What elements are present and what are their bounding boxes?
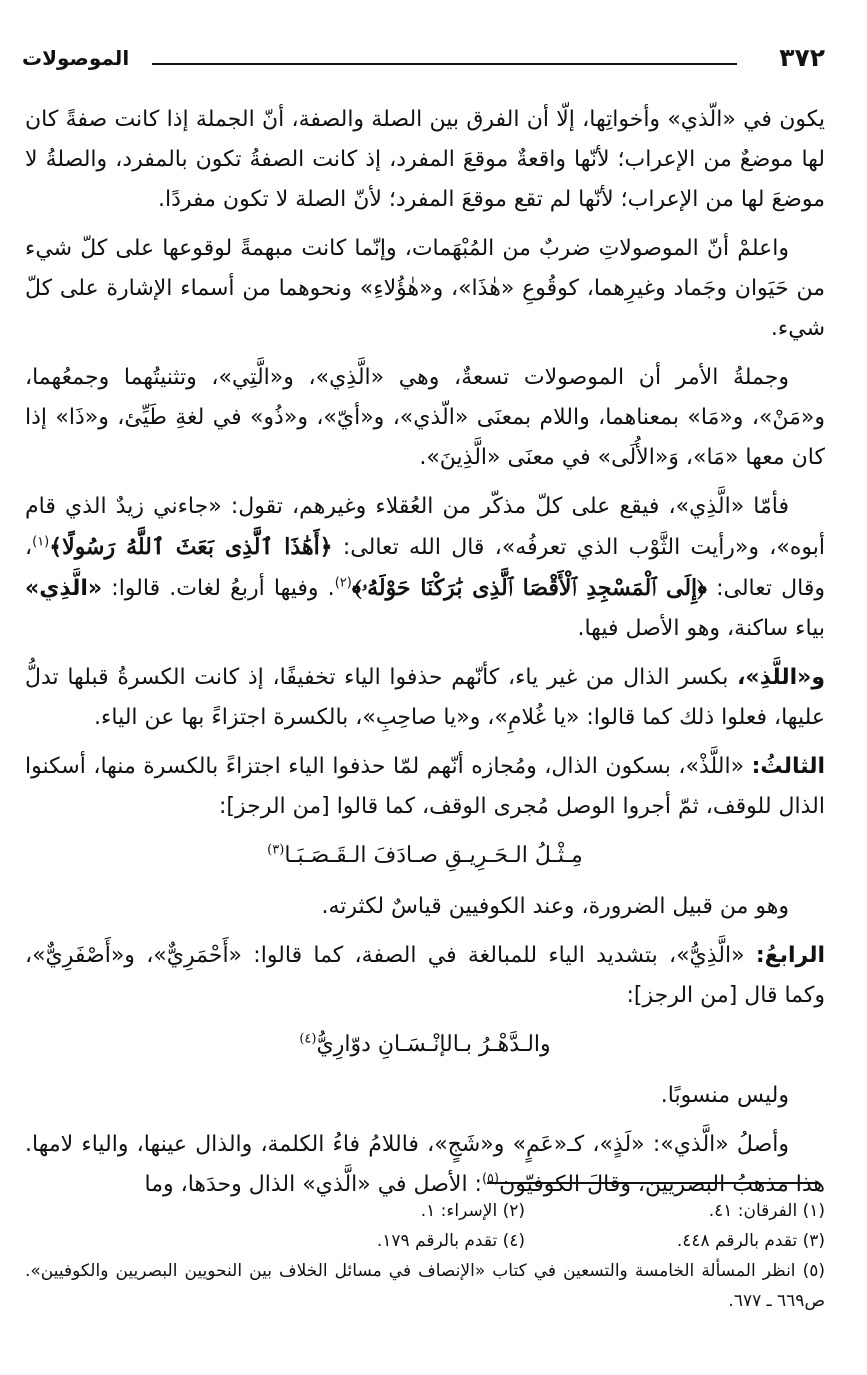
poetry-verse-1-text: مِـثْـلُ الـحَـرِيـقِ صـادَفَ الـقَـصَـبَـا: [284, 843, 583, 868]
paragraph-10-text-b: : الأصل في «الَّذي» الذال وحدَها، وما: [144, 1172, 482, 1197]
paragraph-6-text: «اللَّذْ»، بسكون الذال، ومُجازه أنّهم لمّا حذفوا الياء اجتزاءً بالكسرة منها، أسكنوا الذال للوقف، ثمّ أجروا الوصل مُجرى الوقف، كما قالوا [من الرجز]:: [25, 754, 825, 819]
paragraph-8-text: «الَّذِيُّ»، بتشديد الياء للمبالغة في الصفة، كما قالوا: «أَحْمَرِيٌّ»، و«أَصْفَرِيٌّ»، وكما قال [من الرجز]:: [25, 943, 825, 1008]
footnote-5: (٥) انظر المسألة الخامسة والتسعين في كتاب «الإنصاف في مسائل الخلاف بين النحويين البصريين والكوفيين». ص٦٦٩ ـ ٦٧٧.: [25, 1261, 825, 1311]
footnote-ref-4: (٤): [299, 1031, 317, 1047]
quran-verse-1: ﴿أَهَٰذَا ٱلَّذِى بَعَثَ ٱللَّهُ رَسُولًا﴾: [49, 534, 333, 560]
lead-term-3: الثالثُ:: [751, 754, 825, 779]
footnote-4: (٤) تقدم بالرقم ١٧٩.: [376, 1231, 525, 1251]
paragraph-5-text: بكسر الذال من غير ياء، كأنّهم حذفوا الياء تخفيفًا، إذ كانت الكسرةُ قبلها تدلُّ عليها، فعلوا ذلك كما قالوا: «يا غُلامِ»، و«يا صاحِبِ»، بالكسرة اجتزاءً بها عن الياء.: [25, 665, 825, 730]
paragraph-10: [25, 1125, 825, 1205]
paragraph-8: [25, 936, 825, 1016]
footnote-row-1: [25, 1196, 825, 1226]
body-text: [25, 100, 825, 1214]
footnote-3: (٣) تقدم بالرقم ٤٤٨.: [676, 1231, 825, 1251]
footnote-ref-3: (٣): [267, 842, 285, 858]
footnote-ref-2: (٢): [334, 575, 352, 591]
poetry-verse-2-text: والـدَّهْـرُ بـالإنْـسَـانِ دوّارِيُّ: [316, 1032, 551, 1057]
paragraph-10-text-a: وأصلُ «الَّذي»: «لَذٍ»، كـ«عَمٍ» و«شَجٍ»، فاللامُ فاءُ الكلمة، والذال عينها، والياء لامها. هذا مذهبُ البصريين، وقالَ الكوفيّون: [25, 1132, 825, 1197]
footnote-ref-1: (١): [32, 534, 50, 550]
paragraph-6: [25, 747, 825, 827]
running-title: الموصولات: [22, 46, 130, 70]
footnote-2: (٢) الإسراء: ١.: [420, 1201, 525, 1221]
paragraph-4-text-c: . وفيها أربعُ لغات. قالوا:: [111, 576, 335, 601]
footnote-1: (١) الفرقان: ٤١.: [708, 1201, 825, 1221]
poetry-verse-1: [25, 836, 825, 876]
paragraph-4: [25, 487, 825, 649]
quran-verse-2: ﴿إِلَى ٱلْمَسْجِدِ ٱلْأَقْصَا ٱلَّذِى بَٰرَكْنَا حَوْلَهُۥ﴾: [351, 575, 707, 601]
paragraph-4-text-d: بياء ساكنة، وهو الأصل فيها.: [577, 616, 825, 641]
paragraph-4-text-b: ، وقال تعالى:: [25, 535, 825, 601]
paragraph-2: واعلمْ أنّ الموصولاتِ ضربٌ من المُبْهَمات، وإنّما كانت مبهمةً لوقوعها على كلّ شيء من حَيَوان وجَماد وغيرِهما، كوقُوعِ «هٰذَا»، و«هٰؤُلاءِ» ونحوهما من أسماء الإشارة على كلّ شيء.: [25, 236, 825, 341]
paragraph-4-text-a: فأمّا «الَّذِي»، فيقع على كلّ مذكّر من العُقلاء وغيرهم، تقول: «جاءني زيدٌ الذي قام أبوه»، و«رأيت الثَّوْب الذي تعرفُه»، قال الله تعالى:: [25, 494, 825, 560]
footnote-separator: [487, 1182, 817, 1184]
page-header: [22, 38, 825, 78]
footnote-ref-5: (٥): [481, 1171, 500, 1187]
paragraph-7: وهو من قبيل الضرورة، وعند الكوفيين قياسٌ لكثرته.: [321, 894, 789, 919]
footnote-row-2: [25, 1226, 825, 1256]
page-number: ٣٧٢: [779, 43, 825, 72]
paragraph-1: يكون في «الّذي» وأخواتِها، إلّا أن الفرق بين الصلة والصفة، أنّ الجملة إذا كانت صفةً كان لها موضعٌ من الإعراب؛ لأنّها واقعةٌ موقعَ المفرد، إذ كانت الصفةُ تكون بالمفرد، والصلةُ لا موضعَ لها من الإعراب؛ لأنّها لم تقع موقعَ المفرد؛ لأنّ الصلة لا تكون مفردًا.: [25, 107, 825, 212]
paragraph-3: وجملةُ الأمر أن الموصولات تسعةٌ، وهي «الَّذِي»، و«الَّتِي»، وتثنيتُهما وجمعُهما، و«مَنْ»، و«مَا» بمعناهما، واللام بمعنَى «الّذي»، و«أيّ»، و«ذُو» في لغةِ طَيِّئ، و«ذَا» إذا كان معها «مَا»، وَ«الأُلَى» في معنَى «الَّذِينَ».: [25, 365, 825, 470]
poetry-verse-2: [25, 1025, 825, 1065]
footnotes: [25, 1196, 825, 1316]
lead-term-1: «الَّذِي»: [25, 576, 103, 601]
paragraph-9: وليس منسوبًا.: [660, 1083, 789, 1108]
lead-term-2: و«اللَّذِ»،: [737, 665, 826, 690]
header-rule: [152, 63, 737, 65]
paragraph-5: [25, 658, 825, 738]
lead-term-4: الرابعُ:: [755, 943, 825, 968]
